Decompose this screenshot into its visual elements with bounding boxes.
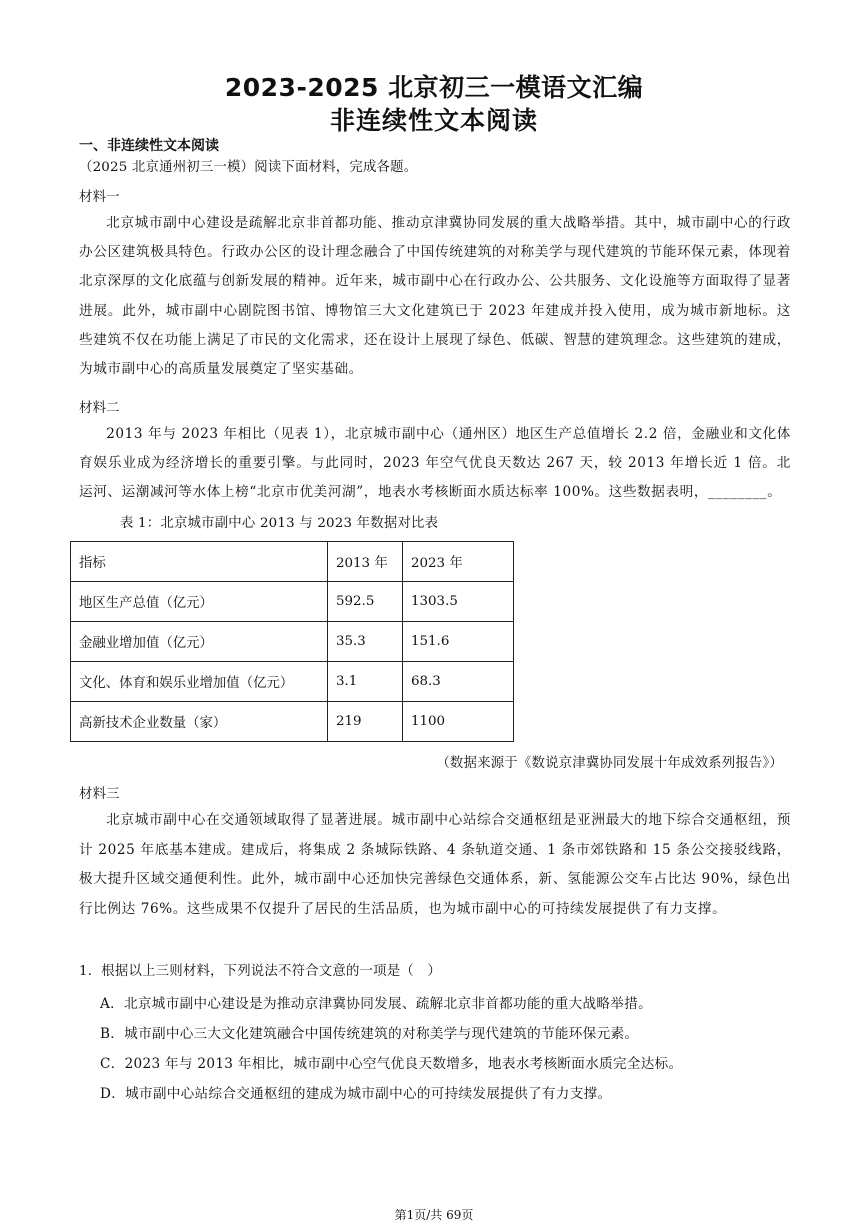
question-stem: 1．根据以上三则材料，下列说法不符合文意的一项是（ ）	[79, 964, 442, 979]
table-cell: 68.3	[403, 662, 514, 702]
table-header-cell: 2023 年	[403, 542, 514, 582]
table-cell: 高新技术企业数量（家）	[71, 702, 328, 742]
table-caption: 表 1：北京城市副中心 2013 与 2023 年数据对比表	[120, 516, 439, 531]
material1-label: 材料一	[79, 190, 120, 205]
table-cell: 35.3	[328, 622, 403, 662]
document-subtitle: 非连续性文本阅读	[329, 106, 538, 135]
table-row	[71, 622, 514, 662]
material3-label: 材料三	[79, 787, 120, 802]
table-cell: 金融业增加值（亿元）	[71, 622, 328, 662]
table-row	[71, 582, 514, 622]
table-cell: 地区生产总值（亿元）	[71, 582, 328, 622]
material3-text: 北京城市副中心在交通领域取得了显著进展。城市副中心站综合交通枢纽是亚洲最大的地下综合交通枢纽，预计 2025 年底基本建成。建成后，将集成 2 条城际铁路、4 条轨道交通、1 条市郊铁路和 15 条公交接驳线路，极大提升区域交通便利性。此外，城市副中心还加快完善绿色交通体系，新、氢能源公交车占比达 90%，绿色出行比例达 76%。这些成果不仅提升了居民的生活品质，也为城市副中心的可持续发展提供了有力支撑。	[79, 812, 791, 917]
source-line: （2025 北京通州初三一模）阅读下面材料，完成各题。	[79, 160, 418, 175]
table-cell: 592.5	[328, 582, 403, 622]
table-cell: 1303.5	[403, 582, 514, 622]
material2-text: 2013 年与 2023 年相比（见表 1），北京城市副中心（通州区）地区生产总值增长 2.2 倍，金融业和文化体育娱乐业成为经济增长的重要引擎。与此同时，2023 年空气优良天数达 267 天，较 2013 年增长近 1 倍。北运河、运潮减河等水体上榜“北京市优美河湖”，地表水考核断面水质达标率 100%。这些数据表明，________。	[79, 426, 791, 501]
material1-text: 北京城市副中心建设是疏解北京非首都功能、推动京津冀协同发展的重大战略举措。其中，城市副中心的行政办公区建筑极具特色。行政办公区的设计理念融合了中国传统建筑的对称美学与现代建筑的节能环保元素，体现着北京深厚的文化底蕴与创新发展的精神。近年来，城市副中心在行政办公、公共服务、文化设施等方面取得了显著进展。此外，城市副中心剧院图书馆、博物馆三大文化建筑已于 2023 年建成并投入使用，成为城市新地标。这些建筑不仅在功能上满足了市民的文化需求，还在设计上展现了绿色、低碳、智慧的建筑理念。这些建筑的建成，为城市副中心的高质量发展奠定了坚实基础。	[79, 215, 791, 378]
option-a: A．北京城市副中心建设是为推动京津冀协同发展、疏解北京非首都功能的重大战略举措。	[100, 996, 652, 1012]
section-heading: 一、非连续性文本阅读	[79, 138, 219, 154]
table-cell: 文化、体育和娱乐业增加值（亿元）	[71, 662, 328, 702]
table-row	[71, 662, 514, 702]
option-b: B．城市副中心三大文化建筑融合中国传统建筑的对称美学与现代建筑的节能环保元素。	[100, 1026, 639, 1042]
table-cell: 219	[328, 702, 403, 742]
table-header-cell: 2013 年	[328, 542, 403, 582]
table-header-cell: 指标	[71, 542, 328, 582]
table-header-row	[71, 542, 514, 582]
material2-label: 材料二	[79, 401, 120, 416]
page-indicator: 第1页/共 69页	[394, 1208, 474, 1222]
table-row	[71, 702, 514, 742]
table-cell: 3.1	[328, 662, 403, 702]
table-cell: 1100	[403, 702, 514, 742]
table-cell: 151.6	[403, 622, 514, 662]
option-d: D．城市副中心站综合交通枢纽的建成为城市副中心的可持续发展提供了有力支撑。	[100, 1086, 612, 1102]
table-source-note: （数据来源于《数说京津冀协同发展十年成效系列报告》）	[436, 756, 783, 771]
document-title: 2023-2025 北京初三一模语文汇编	[224, 73, 644, 102]
data-table	[70, 541, 514, 742]
option-c: C．2023 年与 2013 年相比，城市副中心空气优良天数增多，地表水考核断面水质完全达标。	[100, 1056, 683, 1072]
